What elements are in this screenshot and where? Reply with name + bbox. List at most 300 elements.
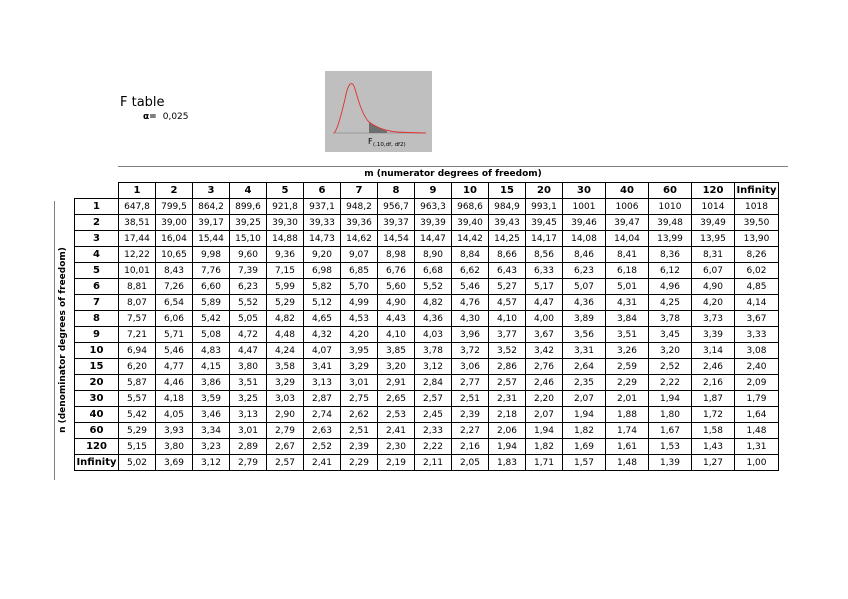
table-cell: 1,48 (735, 423, 779, 439)
table-cell: 5,71 (156, 327, 193, 343)
table-cell: 2,07 (526, 407, 563, 423)
table-cell: 2,59 (606, 359, 649, 375)
table-cell: 3,01 (230, 423, 267, 439)
table-cell: 2,16 (692, 375, 735, 391)
table-cell: 39,17 (193, 215, 230, 231)
table-cell: 2,41 (304, 455, 341, 471)
table-cell: 4,65 (304, 311, 341, 327)
table-row (75, 215, 779, 231)
table-cell: 3,46 (193, 407, 230, 423)
table-cell: 2,27 (452, 423, 489, 439)
table-cell: 4,76 (452, 295, 489, 311)
column-header-cell: 5 (267, 183, 304, 199)
table-cell: 3,59 (193, 391, 230, 407)
table-cell: 2,20 (526, 391, 563, 407)
table-cell: 3,69 (156, 455, 193, 471)
row-header-cell: 6 (75, 279, 119, 295)
table-cell: 8,31 (692, 247, 735, 263)
column-header-cell: 7 (341, 183, 378, 199)
table-cell: 3,45 (649, 327, 692, 343)
table-cell: 1018 (735, 199, 779, 215)
table-cell: 16,04 (156, 231, 193, 247)
row-header-cell: 4 (75, 247, 119, 263)
table-cell: 4,36 (415, 311, 452, 327)
table-cell: 2,51 (452, 391, 489, 407)
table-row (75, 391, 779, 407)
alpha-value-line (143, 112, 189, 122)
table-cell: 2,05 (452, 455, 489, 471)
table-cell: 3,73 (692, 311, 735, 327)
table-cell: 6,33 (526, 263, 563, 279)
table-cell: 2,64 (563, 359, 606, 375)
table-cell: 8,43 (156, 263, 193, 279)
row-header-cell: 2 (75, 215, 119, 231)
header-row (75, 183, 779, 199)
table-cell: 3,20 (378, 359, 415, 375)
table-cell: 14,73 (304, 231, 341, 247)
table-cell: 7,76 (193, 263, 230, 279)
table-cell: 1,79 (735, 391, 779, 407)
table-cell: 8,56 (526, 247, 563, 263)
table-cell: 1,94 (563, 407, 606, 423)
table-cell: 3,86 (193, 375, 230, 391)
table-cell: 2,11 (415, 455, 452, 471)
column-header-cell: Infinity (735, 183, 779, 199)
table-cell: 14,25 (489, 231, 526, 247)
column-header-cell: 120 (692, 183, 735, 199)
table-cell: 39,49 (692, 215, 735, 231)
table-cell: 8,81 (119, 279, 156, 295)
table-cell: 8,90 (415, 247, 452, 263)
table-cell: 7,15 (267, 263, 304, 279)
table-cell: 2,76 (526, 359, 563, 375)
table-cell: 3,78 (649, 311, 692, 327)
column-header-cell: 30 (563, 183, 606, 199)
table-cell: 5,01 (606, 279, 649, 295)
table-cell: 3,52 (489, 343, 526, 359)
table-cell: 3,78 (415, 343, 452, 359)
table-cell: 3,26 (606, 343, 649, 359)
alpha-value: 0,025 (162, 112, 189, 122)
table-cell: 3,42 (526, 343, 563, 359)
table-cell: 14,08 (563, 231, 606, 247)
table-cell: 1,39 (649, 455, 692, 471)
table-cell: 3,39 (692, 327, 735, 343)
table-cell: 3,77 (489, 327, 526, 343)
column-header-cell: 2 (156, 183, 193, 199)
table-cell: 3,85 (378, 343, 415, 359)
table-cell: 8,41 (606, 247, 649, 263)
table-cell: 2,87 (304, 391, 341, 407)
table-cell: 39,30 (267, 215, 304, 231)
table-cell: 3,58 (267, 359, 304, 375)
table-cell: 956,7 (378, 199, 415, 215)
table-cell: 4,77 (156, 359, 193, 375)
table-cell: 4,14 (735, 295, 779, 311)
table-cell: 4,47 (526, 295, 563, 311)
table-cell: 3,08 (735, 343, 779, 359)
table-cell: 1,80 (649, 407, 692, 423)
table-cell: 4,36 (563, 295, 606, 311)
table-cell: 5,46 (156, 343, 193, 359)
table-cell: 3,67 (735, 311, 779, 327)
row-axis-label: n (denominator degrees of freedom) (58, 247, 68, 433)
table-cell: 2,18 (489, 407, 526, 423)
table-cell: 3,72 (452, 343, 489, 359)
row-header-cell: 15 (75, 359, 119, 375)
table-cell: 8,84 (452, 247, 489, 263)
table-cell: 4,30 (452, 311, 489, 327)
column-header-cell: 40 (606, 183, 649, 199)
table-cell: 5,89 (193, 295, 230, 311)
row-header-cell: 3 (75, 231, 119, 247)
table-cell: 1006 (606, 199, 649, 215)
table-cell: 5,12 (304, 295, 341, 311)
table-cell: 2,45 (415, 407, 452, 423)
row-header-cell: 40 (75, 407, 119, 423)
table-cell: 5,05 (230, 311, 267, 327)
column-axis-label: m (numerator degrees of freedom) (364, 169, 542, 179)
table-cell: 2,91 (378, 375, 415, 391)
table-cell: 948,2 (341, 199, 378, 215)
table-cell: 1,67 (649, 423, 692, 439)
table-cell: 2,46 (692, 359, 735, 375)
table-cell: 2,51 (341, 423, 378, 439)
table-cell: 14,62 (341, 231, 378, 247)
table-cell: 1010 (649, 199, 692, 215)
table-row (75, 199, 779, 215)
row-header-cell: 1 (75, 199, 119, 215)
table-cell: 6,43 (489, 263, 526, 279)
table-cell: 3,80 (156, 439, 193, 455)
table-cell: 921,8 (267, 199, 304, 215)
table-cell: 6,98 (304, 263, 341, 279)
table-cell: 4,82 (415, 295, 452, 311)
table-cell: 6,54 (156, 295, 193, 311)
table-cell: 39,36 (341, 215, 378, 231)
table-cell: 8,98 (378, 247, 415, 263)
table-cell: 6,94 (119, 343, 156, 359)
table-cell: 6,12 (649, 263, 692, 279)
table-row (75, 407, 779, 423)
table-cell: 6,23 (563, 263, 606, 279)
table-cell: 2,16 (452, 439, 489, 455)
column-header-cell: 60 (649, 183, 692, 199)
table-cell: 1,94 (649, 391, 692, 407)
table-cell: 5,15 (119, 439, 156, 455)
column-header-cell: 15 (489, 183, 526, 199)
table-cell: 13,90 (735, 231, 779, 247)
table-cell: 1,82 (563, 423, 606, 439)
table-cell: 3,34 (193, 423, 230, 439)
table-cell: 1,53 (649, 439, 692, 455)
table-cell: 864,2 (193, 199, 230, 215)
table-cell: 2,39 (341, 439, 378, 455)
table-cell: 1,69 (563, 439, 606, 455)
table-cell: 39,00 (156, 215, 193, 231)
table-cell: 3,03 (267, 391, 304, 407)
table-cell: 3,14 (692, 343, 735, 359)
table-cell: 2,06 (489, 423, 526, 439)
table-cell: 39,48 (649, 215, 692, 231)
table-cell: 39,33 (304, 215, 341, 231)
table-cell: 5,02 (119, 455, 156, 471)
table-cell: 4,24 (267, 343, 304, 359)
table-cell: 1,58 (692, 423, 735, 439)
table-cell: 4,25 (649, 295, 692, 311)
table-cell: 5,08 (193, 327, 230, 343)
table-cell: 3,31 (563, 343, 606, 359)
table-cell: 7,26 (156, 279, 193, 295)
table-cell: 7,21 (119, 327, 156, 343)
table-cell: 2,19 (378, 455, 415, 471)
table-cell: 8,46 (563, 247, 606, 263)
table-cell: 15,10 (230, 231, 267, 247)
table-cell: 1,27 (692, 455, 735, 471)
table-cell: 968,6 (452, 199, 489, 215)
table-cell: 39,50 (735, 215, 779, 231)
table-row (75, 327, 779, 343)
table-cell: 1,64 (735, 407, 779, 423)
table-cell: 8,36 (649, 247, 692, 263)
row-header-cell: 120 (75, 439, 119, 455)
table-cell: 4,43 (378, 311, 415, 327)
table-cell: 6,23 (230, 279, 267, 295)
table-cell: 3,80 (230, 359, 267, 375)
row-header-cell: 9 (75, 327, 119, 343)
table-cell: 3,84 (606, 311, 649, 327)
table-cell: 4,07 (304, 343, 341, 359)
table-cell: 2,29 (341, 455, 378, 471)
table-cell: 6,76 (378, 263, 415, 279)
table-cell: 3,93 (156, 423, 193, 439)
table-cell: 39,39 (415, 215, 452, 231)
table-cell: 5,52 (415, 279, 452, 295)
table-cell: 3,41 (304, 359, 341, 375)
table-cell: 2,65 (378, 391, 415, 407)
table-cell: 2,41 (378, 423, 415, 439)
table-cell: 1,57 (563, 455, 606, 471)
table-cell: 39,25 (230, 215, 267, 231)
table-cell: 3,51 (606, 327, 649, 343)
table-row (75, 279, 779, 295)
row-header-cell: 7 (75, 295, 119, 311)
table-cell: 2,22 (415, 439, 452, 455)
table-cell: 6,18 (606, 263, 649, 279)
table-cell: 39,47 (606, 215, 649, 231)
table-row (75, 455, 779, 471)
table-cell: 10,65 (156, 247, 193, 263)
table-cell: 14,54 (378, 231, 415, 247)
table-cell: 2,01 (606, 391, 649, 407)
table-cell: 3,01 (341, 375, 378, 391)
table-cell: 2,57 (415, 391, 452, 407)
table-cell: 7,39 (230, 263, 267, 279)
table-cell: 10,01 (119, 263, 156, 279)
table-cell: 39,45 (526, 215, 563, 231)
page-title: F table (120, 95, 165, 110)
table-cell: 1,48 (606, 455, 649, 471)
table-cell: 2,74 (304, 407, 341, 423)
table-cell: 6,06 (156, 311, 193, 327)
table-cell: 4,72 (230, 327, 267, 343)
table-cell: 2,67 (267, 439, 304, 455)
table-cell: 4,10 (489, 311, 526, 327)
table-cell: 2,07 (563, 391, 606, 407)
table-cell: 3,23 (193, 439, 230, 455)
table-cell: 993,1 (526, 199, 563, 215)
table-cell: 4,90 (378, 295, 415, 311)
table-cell: 1,61 (606, 439, 649, 455)
table-cell: 3,51 (230, 375, 267, 391)
table-row (75, 247, 779, 263)
table-cell: 2,40 (735, 359, 779, 375)
table-cell: 39,43 (489, 215, 526, 231)
column-header-cell: 9 (415, 183, 452, 199)
table-cell: 4,15 (193, 359, 230, 375)
table-cell: 14,17 (526, 231, 563, 247)
table-cell: 2,35 (563, 375, 606, 391)
table-cell: 6,62 (452, 263, 489, 279)
table-cell: 17,44 (119, 231, 156, 247)
table-cell: 4,46 (156, 375, 193, 391)
table-cell: 1,94 (526, 423, 563, 439)
table-cell: 3,20 (649, 343, 692, 359)
table-cell: 1,74 (606, 423, 649, 439)
table-cell: 8,26 (735, 247, 779, 263)
table-cell: 6,20 (119, 359, 156, 375)
table-cell: 5,07 (563, 279, 606, 295)
table-cell: 2,52 (649, 359, 692, 375)
table-cell: 3,29 (341, 359, 378, 375)
table-cell: 6,68 (415, 263, 452, 279)
row-header-cell: 5 (75, 263, 119, 279)
table-cell: 3,95 (341, 343, 378, 359)
table-cell: 4,00 (526, 311, 563, 327)
table-cell: 1,82 (526, 439, 563, 455)
row-header-cell: 60 (75, 423, 119, 439)
table-cell: 3,13 (230, 407, 267, 423)
table-cell: 5,70 (341, 279, 378, 295)
table-cell: 4,20 (692, 295, 735, 311)
table-cell: 2,31 (489, 391, 526, 407)
table-cell: 38,51 (119, 215, 156, 231)
table-cell: 5,57 (119, 391, 156, 407)
table-cell: 4,20 (341, 327, 378, 343)
f-distribution-figure (325, 71, 432, 152)
row-header-cell: 8 (75, 311, 119, 327)
table-cell: 2,57 (489, 375, 526, 391)
table-cell: 2,90 (267, 407, 304, 423)
table-cell: 2,22 (649, 375, 692, 391)
table-cell: 2,09 (735, 375, 779, 391)
figure-background (325, 71, 432, 152)
table-cell: 5,29 (267, 295, 304, 311)
table-cell: 4,31 (606, 295, 649, 311)
table-cell: 14,47 (415, 231, 452, 247)
table-cell: 12,22 (119, 247, 156, 263)
table-cell: 937,1 (304, 199, 341, 215)
table-row (75, 375, 779, 391)
table-cell: 14,88 (267, 231, 304, 247)
table-cell: 4,53 (341, 311, 378, 327)
table-cell: 5,60 (378, 279, 415, 295)
table-cell: 5,82 (304, 279, 341, 295)
table-cell: 2,86 (489, 359, 526, 375)
table-cell: 2,79 (267, 423, 304, 439)
table-cell: 1001 (563, 199, 606, 215)
table-cell: 8,66 (489, 247, 526, 263)
table-cell: 2,39 (452, 407, 489, 423)
table-cell: 2,52 (304, 439, 341, 455)
table-cell: 9,98 (193, 247, 230, 263)
table-cell: 4,96 (649, 279, 692, 295)
table-cell: 2,89 (230, 439, 267, 455)
table-cell: 1014 (692, 199, 735, 215)
table-cell: 1,43 (692, 439, 735, 455)
table-cell: 2,53 (378, 407, 415, 423)
figure-label-main: F (368, 137, 373, 146)
table-cell: 4,10 (378, 327, 415, 343)
table-cell: 5,46 (452, 279, 489, 295)
table-cell: 3,12 (415, 359, 452, 375)
table-cell: 6,60 (193, 279, 230, 295)
row-header-cell: 30 (75, 391, 119, 407)
column-header-cell: 8 (378, 183, 415, 199)
table-cell: 2,79 (230, 455, 267, 471)
column-header-cell: 4 (230, 183, 267, 199)
table-cell: 3,33 (735, 327, 779, 343)
table-cell: 4,18 (156, 391, 193, 407)
table-cell: 3,89 (563, 311, 606, 327)
table-cell: 15,44 (193, 231, 230, 247)
table-cell: 2,57 (267, 455, 304, 471)
table-corner (75, 183, 119, 199)
table-cell: 9,20 (304, 247, 341, 263)
table-cell: 799,5 (156, 199, 193, 215)
table-cell: 984,9 (489, 199, 526, 215)
column-header-cell: 3 (193, 183, 230, 199)
table-cell: 4,82 (267, 311, 304, 327)
table-cell: 4,32 (304, 327, 341, 343)
table-cell: 2,75 (341, 391, 378, 407)
table-cell: 9,60 (230, 247, 267, 263)
figure-label-sub: (.10,df, df2) (373, 142, 406, 148)
table-cell: 5,87 (119, 375, 156, 391)
table-cell: 2,62 (341, 407, 378, 423)
alpha-symbol: α= (143, 112, 157, 122)
table-cell: 899,6 (230, 199, 267, 215)
table-row (75, 295, 779, 311)
table-row (75, 311, 779, 327)
table-cell: 3,96 (452, 327, 489, 343)
table-cell: 1,71 (526, 455, 563, 471)
table-row (75, 423, 779, 439)
table-cell: 4,90 (692, 279, 735, 295)
table-cell: 6,85 (341, 263, 378, 279)
table-cell: 14,42 (452, 231, 489, 247)
table-cell: 9,36 (267, 247, 304, 263)
table-cell: 4,48 (267, 327, 304, 343)
table-cell: 3,12 (193, 455, 230, 471)
table-cell: 1,83 (489, 455, 526, 471)
table-cell: 5,29 (119, 423, 156, 439)
table-row (75, 359, 779, 375)
column-axis-rule (118, 166, 788, 167)
table-cell: 5,42 (119, 407, 156, 423)
table-cell: 39,37 (378, 215, 415, 231)
table-cell: 6,07 (692, 263, 735, 279)
